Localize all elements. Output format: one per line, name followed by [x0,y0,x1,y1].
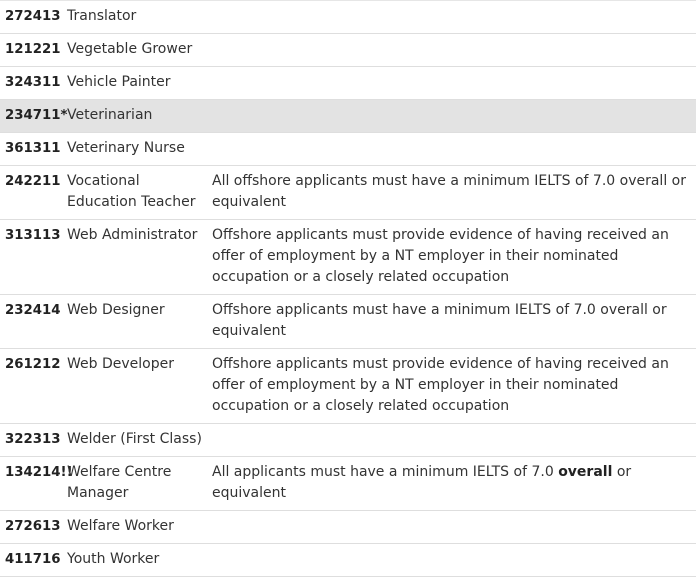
anzsco-code: 242211 [5,174,61,189]
table-row [0,220,696,295]
anzsco-code: 322313 [5,432,61,447]
anzsco-code: 232414 [5,303,61,318]
occupation-name: Translator [67,8,137,24]
table-row [0,544,696,577]
occupation-condition: Offshore applicants must provide evidence of having received an offer of employment by a NT employer in their nominated occupation or a closely related occupation [212,356,669,414]
table-row [0,133,696,166]
table-row [0,34,696,67]
occupation-name: Welfare Worker [67,518,174,534]
occupation-name: Veterinarian [67,107,153,123]
table-row-highlighted [0,100,696,133]
occupation-name: Welder (First Class) [67,431,202,447]
occupation-name: Vehicle Painter [67,74,171,90]
table-row [0,349,696,424]
occupation-condition [212,544,696,576]
anzsco-code: 121221 [5,42,61,57]
anzsco-code: 134214!! [5,465,73,480]
table-row [0,67,696,100]
occupation-name: Veterinary Nurse [67,140,185,156]
occupation-condition [212,100,696,132]
occupation-name: Youth Worker [67,551,160,567]
table-row [0,1,696,34]
table-row [0,511,696,544]
occupation-condition [212,424,696,456]
table-row [0,424,696,457]
anzsco-code: 411716 [5,552,61,567]
occupation-name: Welfare Centre Manager [67,464,172,501]
table-row [0,457,696,511]
occupation-condition [212,133,696,165]
anzsco-code: 234711* [5,108,68,123]
occupation-condition [212,1,696,33]
occupation-condition [212,34,696,66]
table-row [0,295,696,349]
anzsco-code: 324311 [5,75,61,90]
occupation-name: Vocational Education Teacher [67,173,196,210]
condition-text: or equivalent [212,464,632,501]
occupation-condition: Offshore applicants must have a minimum IELTS of 7.0 overall or equivalent [212,302,667,339]
occupation-name: Web Administrator [67,227,198,243]
occupation-name: Web Developer [67,356,174,372]
condition-emphasis: overall [558,464,613,480]
occupation-condition: All offshore applicants must have a minimum IELTS of 7.0 overall or equivalent [212,173,686,210]
table-row [0,166,696,220]
occupation-condition [212,511,696,543]
anzsco-code: 272413 [5,9,61,24]
condition-text: All applicants must have a minimum IELTS of 7.0 [212,464,559,480]
occupation-name: Vegetable Grower [67,41,193,57]
occupation-condition [212,457,696,510]
anzsco-code: 361311 [5,141,61,156]
anzsco-code: 313113 [5,228,61,243]
occupation-condition [212,67,696,99]
occupation-name: Web Designer [67,302,165,318]
anzsco-code: 261212 [5,357,61,372]
anzsco-code: 272613 [5,519,61,534]
occupation-condition: Offshore applicants must provide evidence of having received an offer of employment by a NT employer in their nominated occupation or a closely related occupation [212,227,669,285]
